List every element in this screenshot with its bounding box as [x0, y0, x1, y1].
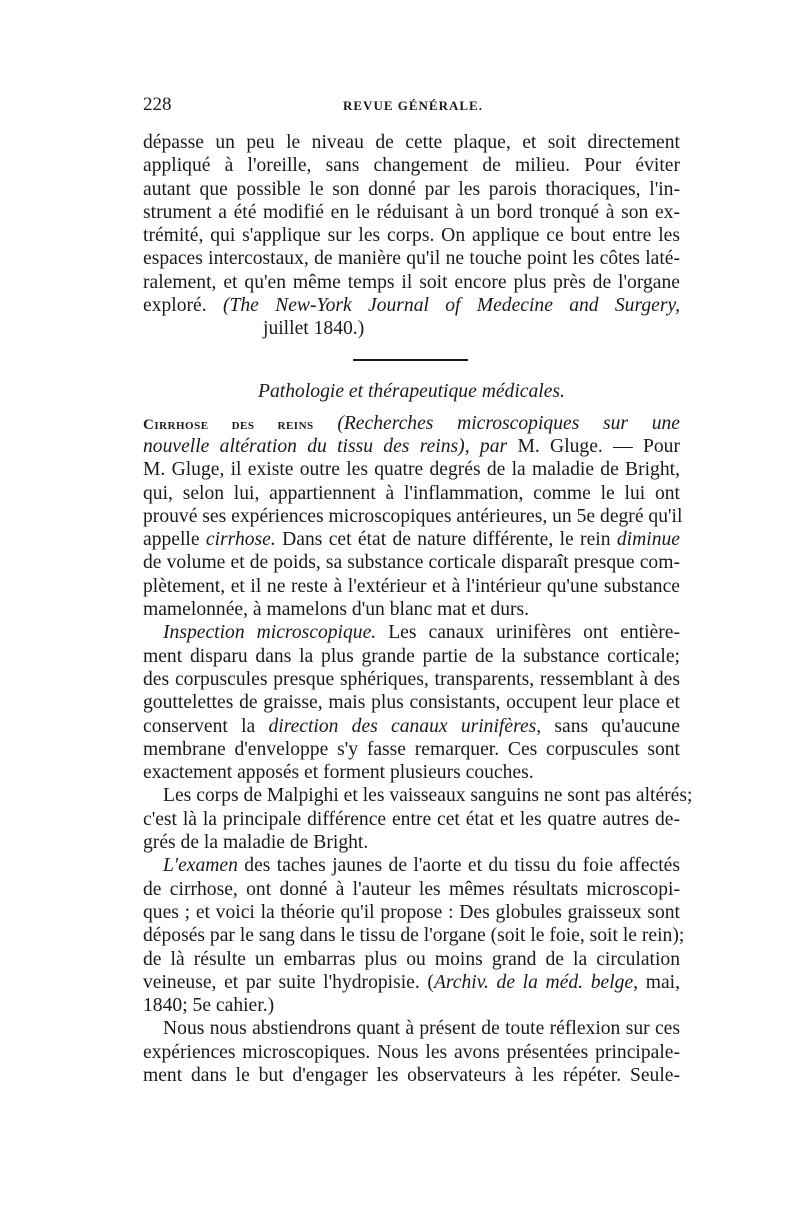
text-line: 1840; 5e cahier.)	[143, 995, 275, 1017]
text-line: déposés par le sang dans le tissu de l'organe (soit le foie, soit le rein);	[143, 925, 685, 947]
text-line	[143, 435, 680, 458]
paragraph	[143, 854, 685, 1017]
text-line: plètement, et il ne reste à l'extérieur et à l'intérieur qu'une substance	[143, 575, 680, 597]
text-line: ment disparu dans la plus grande partie de la substance corticale;	[143, 645, 680, 667]
text-line: membrane d'enveloppe s'y fasse remarquer. Ces corpuscules sont	[143, 738, 680, 760]
section-divider	[143, 341, 680, 377]
text-segment: appelle	[143, 529, 200, 551]
page-header	[143, 94, 680, 124]
text-line: espaces intercostaux, de manière qu'il ne touche point les côtes laté-	[143, 248, 680, 270]
citation: (The New-York Journal of Medecine and Surgery,	[222, 295, 680, 317]
text-line: ques ; et voici la théorie qu'il propose : Des globules graisseux sont	[143, 901, 680, 923]
text-line: ralement, et qu'en même temps il soit encore plus près de l'organe	[143, 271, 680, 293]
text-line: autant que possible le son donné par les parois thoraciques, l'in-	[143, 178, 680, 200]
text-line: de volume et de poids, sa substance corticale disparaît presque com-	[143, 552, 680, 574]
emphasis: cirrhose.	[205, 529, 276, 551]
text-line: qui, selon lui, appartiennent à l'inflammation, comme le lui ont	[143, 482, 680, 504]
article-title-line	[143, 412, 680, 435]
emphasis: L'examen	[163, 855, 238, 877]
article-subtitle-cont: nouvelle altération du tissu des reins),	[143, 435, 470, 457]
text-line: strument a été modifié en le réduisant à un bord tronqué à son ex-	[143, 201, 680, 223]
emphasis: direction des canaux urinifères,	[268, 715, 542, 737]
text-line: appliqué à l'oreille, sans changement de milieu. Pour éviter	[143, 155, 680, 177]
page-number: 228	[143, 94, 172, 115]
text-segment: Dans cet état de nature différente, le rein	[282, 529, 611, 551]
text-segment: des taches jaunes de l'aorte et du tissu du foie affectés	[244, 855, 680, 877]
citation: Archiv. de la méd. belge,	[433, 971, 639, 993]
section-title: Pathologie et thérapeutique médicales.	[258, 380, 565, 402]
text-line	[143, 715, 680, 738]
text-segment: mai,	[645, 971, 680, 993]
text-line: expériences microscopiques. Nous les avons présentées principale-	[143, 1041, 680, 1063]
text-line: c'est là la principale différence entre cet état et les quatre autres de-	[143, 808, 680, 830]
text-line: trémité, qui s'applique sur les corps. On applique ce bout entre les	[143, 225, 680, 247]
text-line: Nous nous abstiendrons quant à présent de toute réflexion sur ces	[163, 1018, 680, 1040]
text-line: des corpuscules presque sphériques, transparents, ressemblant à des	[143, 668, 680, 690]
divider-rule	[353, 359, 468, 361]
text-line	[143, 294, 680, 317]
text-line: mamelonnée, à mamelons d'un blanc mat et durs.	[143, 599, 530, 621]
par-word: par	[479, 435, 508, 457]
text-line	[143, 621, 680, 644]
text-line: de là résulte un embarras plus ou moins grand de la circulation	[143, 948, 680, 970]
text-line: juillet 1840.)	[263, 318, 365, 340]
paragraph	[143, 784, 693, 854]
text-segment: veineuse, et par suite l'hydropisie. (	[143, 971, 434, 993]
text-line: prouvé ses expériences microscopiques antérieures, un 5e degré qu'il	[143, 505, 683, 527]
running-title: REVUE GÉNÉRALE.	[343, 98, 483, 113]
text-segment: M. Gluge. — Pour	[517, 435, 680, 457]
text-line: Les corps de Malpighi et les vaisseaux sanguins ne sont pas altérés;	[163, 785, 693, 807]
text-line: grés de la maladie de Bright.	[143, 832, 369, 854]
paragraph	[143, 131, 680, 341]
article-title: Cirrhose des reins	[143, 416, 314, 433]
text-line: M. Gluge, il existe outre les quatre degrés de la maladie de Bright,	[143, 459, 680, 481]
text-line: de cirrhose, ont donné à l'auteur les mêmes résultats microscopi-	[143, 878, 680, 900]
emphasis: diminue	[616, 529, 680, 551]
paragraph	[143, 621, 680, 784]
text-segment: Les canaux urinifères ont entière-	[388, 622, 680, 644]
text-line: ment dans le but d'engager les observateurs à les répéter. Seule-	[143, 1064, 680, 1086]
text-segment: exploré.	[143, 295, 207, 317]
text-segment: sans qu'aucune	[554, 715, 680, 737]
article	[143, 412, 683, 622]
article-subtitle: (Recherches microscopiques sur une	[337, 412, 681, 434]
text-line: exactement apposés et forment plusieurs couches.	[143, 762, 534, 784]
text-segment: conservent la	[143, 715, 256, 737]
text-line: dépasse un peu le niveau de cette plaque, et soit directement	[143, 132, 680, 153]
text-line	[143, 528, 680, 551]
page-body	[143, 131, 693, 1087]
text-line: gouttelettes de graisse, mais plus consistants, occupent leur place et	[143, 692, 680, 714]
emphasis: Inspection microscopique.	[163, 622, 377, 644]
text-line	[143, 854, 680, 877]
paragraph	[143, 1017, 680, 1087]
text-line	[143, 971, 680, 994]
